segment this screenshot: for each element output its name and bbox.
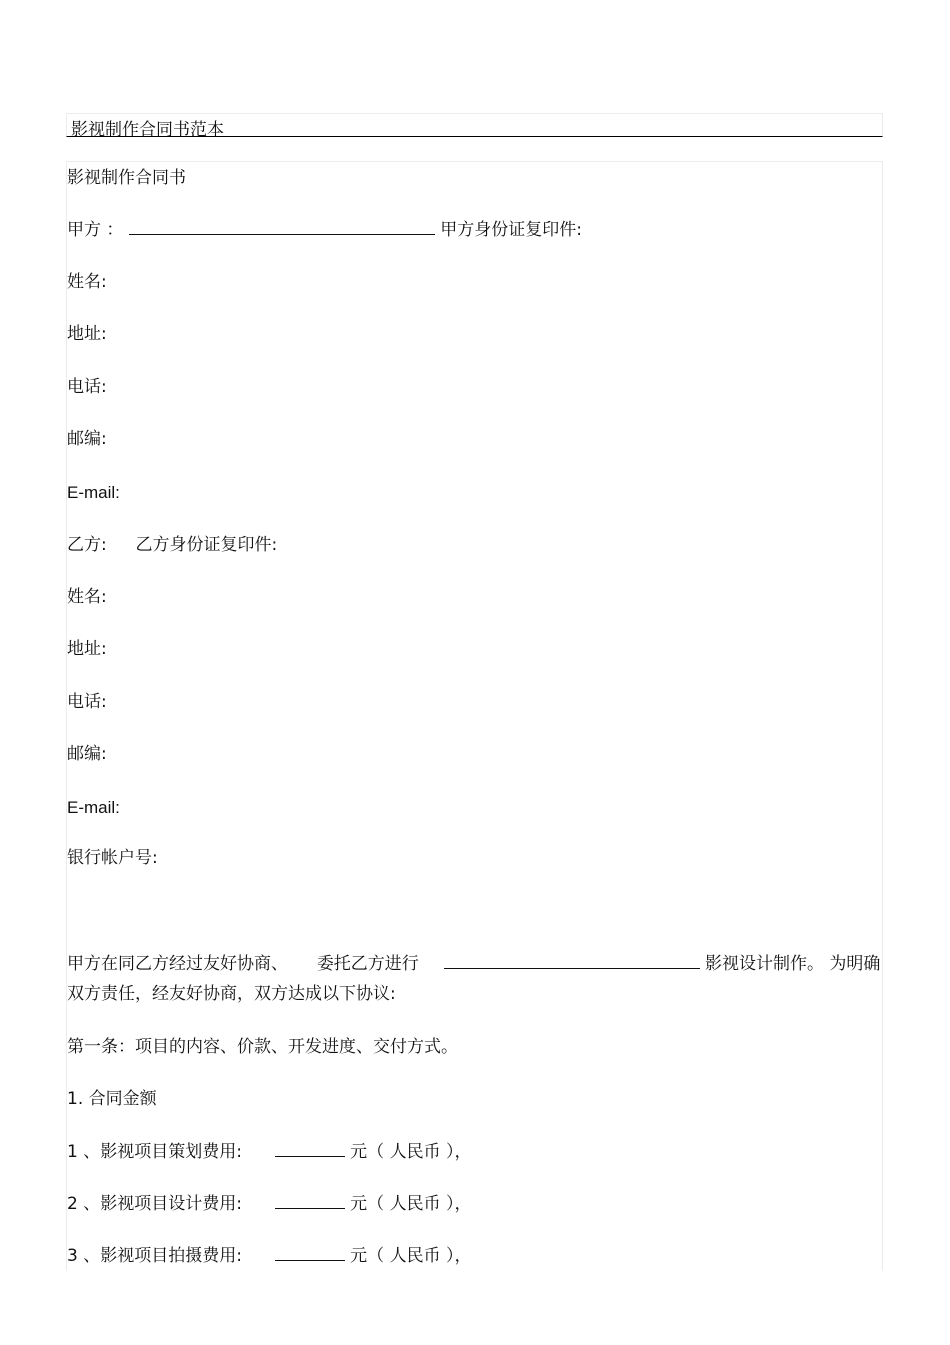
party-b-label: 乙方: [67,535,107,555]
intro-part-2: 委托乙方进行 [316,954,419,974]
intro-part-1: 甲方在同乙方经过友好协商、 [67,954,288,974]
cost-item-design [67,1194,471,1214]
document-body [66,161,883,1271]
party-b-phone-field: 电话: [67,692,107,712]
article-1-heading: 第一条：项目的内容、价款、开发进度、交付方式。 [67,1037,458,1057]
party-b-postcode-field: 邮编: [67,744,107,764]
party-a-email-field: E-mail: [67,483,120,502]
project-name-blank[interactable] [444,954,700,969]
header-title: 影视制作合同书范本 [71,120,224,140]
party-a-label: 甲方 ： [67,220,124,240]
party-a-blank[interactable] [129,220,435,235]
party-a-postcode-field: 邮编: [67,429,107,449]
document-heading: 影视制作合同书 [67,168,186,188]
cost-label: 1 、影视项目策划费用: [67,1142,242,1162]
party-b-name-field: 姓名: [67,587,107,607]
section-contract-amount: 1. 合同金额 [67,1089,157,1109]
cost-amount-blank[interactable] [275,1142,345,1157]
intro-part-3: 影视设计制作。 为明确 [705,954,881,974]
cost-unit: 元（ 人民币 ）， [350,1194,472,1214]
party-a-phone-field: 电话: [67,377,107,397]
party-a-name-field: 姓名: [67,272,107,292]
cost-amount-blank[interactable] [275,1246,345,1261]
party-b-address-field: 地址: [67,639,107,659]
cost-amount-blank[interactable] [275,1194,345,1209]
party-b-line [67,535,277,555]
cost-label: 3 、影视项目拍摄费用: [67,1246,242,1266]
cost-label: 2 、影视项目设计费用: [67,1194,242,1214]
party-a-address-field: 地址: [67,324,107,344]
intro-line-1 [67,954,880,974]
cost-unit: 元（ 人民币 ）， [350,1142,472,1162]
intro-line-2: 双方责任，经友好协商，双方达成以下协议: [67,984,396,1004]
cost-item-shooting [67,1246,471,1266]
cost-item-planning [67,1142,471,1162]
party-b-id-copy-label: 乙方身份证复印件: [135,535,278,555]
party-b-bank-account-field: 银行帐户号: [67,848,158,868]
document-header [66,113,883,140]
cost-unit: 元（ 人民币 ）， [350,1246,472,1266]
party-a-id-copy-label: 甲方身份证复印件: [440,220,582,240]
party-b-email-field: E-mail: [67,798,120,817]
party-a-line [67,220,582,240]
